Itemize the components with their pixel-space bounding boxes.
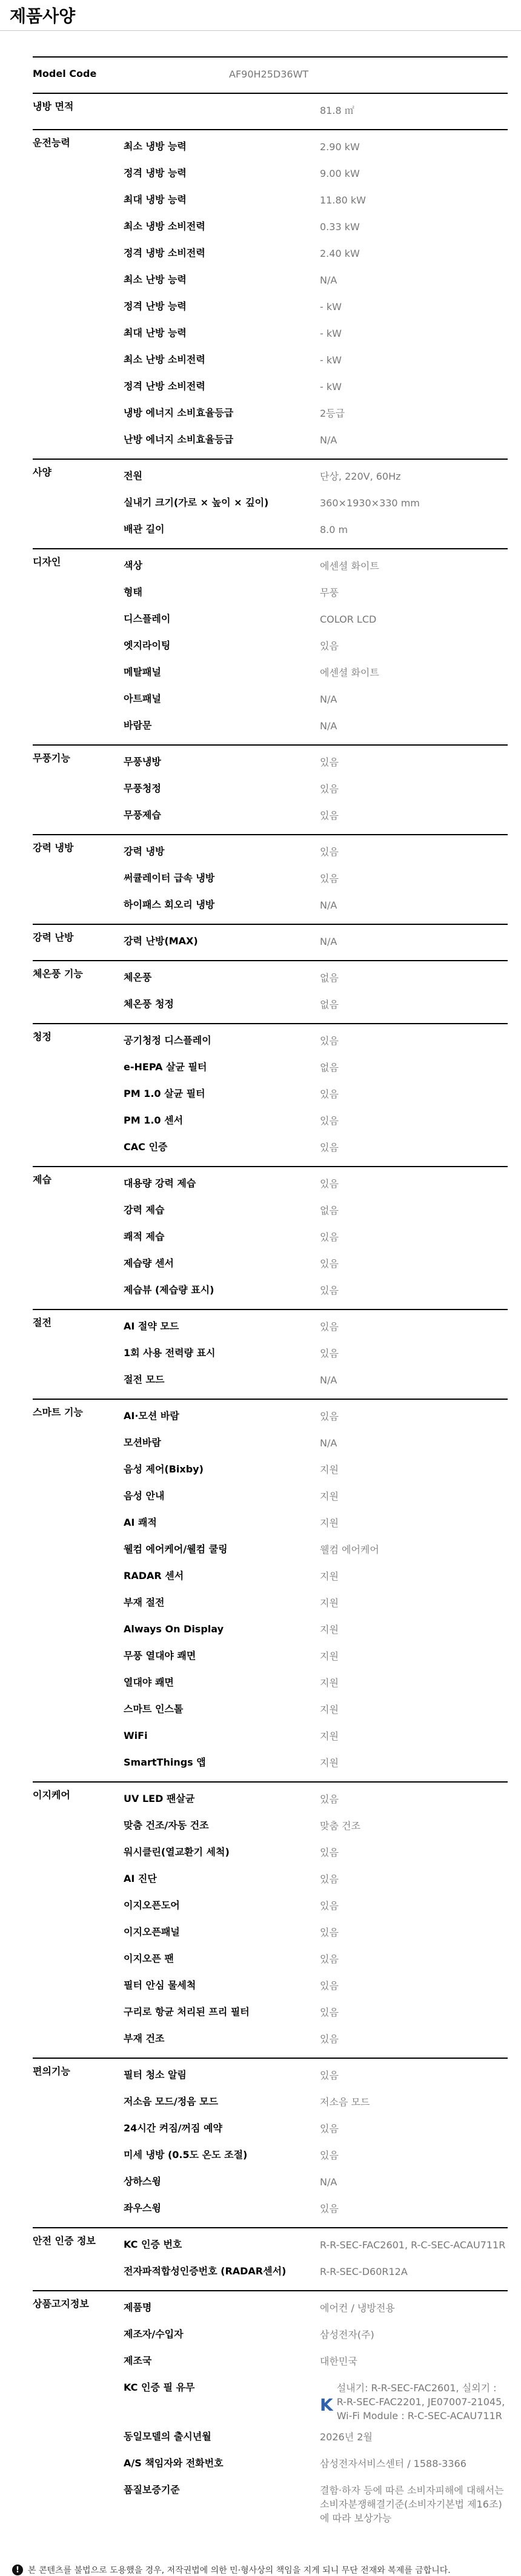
spec-label: 실내기 크기(가로 × 높이 × 깊이) (124, 497, 269, 508)
section-label: 청정 (33, 1031, 51, 1042)
spec-value: - kW (320, 301, 342, 313)
spec-row (33, 1695, 508, 1722)
spec-value: 있음 (320, 1321, 339, 1333)
spec-value: 단상, 220V, 60Hz (320, 471, 401, 482)
spec-value: 있음 (320, 757, 339, 768)
spec-value: 지원 (320, 1491, 339, 1502)
spec-row (33, 775, 508, 801)
spec-value: 지원 (320, 1597, 339, 1609)
spec-section (33, 2058, 508, 2227)
spec-row (33, 1785, 508, 1812)
spec-row (33, 489, 508, 515)
spec-value: N/A (320, 720, 337, 732)
spec-value: - kW (320, 381, 342, 392)
spec-value: 지원 (320, 1651, 339, 1662)
spec-row (33, 1250, 508, 1276)
spec-row (33, 1642, 508, 1669)
spec-label: 음성 안내 (124, 1490, 165, 1502)
spec-row (33, 1918, 508, 1945)
section-label: 이지케어 (33, 1789, 70, 1801)
spec-value: 지원 (320, 1624, 339, 1635)
section-label: 체온풍 기능 (33, 968, 83, 979)
spec-value: 있음 (320, 873, 339, 884)
spec-row (33, 605, 508, 632)
spec-value: 있음 (320, 1953, 339, 1965)
spec-value: 있음 (320, 1178, 339, 1190)
section-label: 냉방 면적 (33, 101, 74, 112)
spec-label: 배관 길이 (124, 523, 165, 535)
spec-label: 맞춤 건조/자동 건조 (124, 1819, 209, 1831)
spec-label: AI·모션 바람 (124, 1410, 179, 1422)
spec-label: 절전 모드 (124, 1374, 165, 1385)
spec-value: 지원 (320, 1677, 339, 1689)
spec-value: 있음 (320, 2150, 339, 2161)
spec-value: 11.80 kW (320, 194, 366, 206)
spec-label: 동일모델의 출시년월 (124, 2431, 211, 2442)
spec-label: 워시클린(열교환기 세척) (124, 1846, 230, 1858)
spec-value: 있음 (320, 1258, 339, 1270)
spec-label: 강력 난방(MAX) (124, 935, 198, 947)
spec-row (33, 1402, 508, 1429)
spec-label: 디스플레이 (124, 613, 171, 624)
spec-label: 미세 냉방 (0.5도 온도 조절) (124, 2149, 248, 2160)
spec-row (33, 632, 508, 658)
section-label: 절전 (33, 1317, 51, 1328)
spec-value: 있음 (320, 1873, 339, 1885)
spec-row (33, 2294, 508, 2320)
spec-value: 저소음 모드 (320, 2096, 370, 2108)
spec-row (33, 1509, 508, 1535)
spec-label: 최대 난방 능력 (124, 327, 187, 339)
spec-section (33, 1781, 508, 2058)
spec-label: 제조자/수입자 (124, 2328, 184, 2340)
spec-label: 무풍제습 (124, 809, 161, 821)
section-label: 강력 냉방 (33, 842, 74, 853)
spec-section (33, 2290, 508, 2531)
spec-row (33, 2061, 508, 2088)
spec-row (33, 1615, 508, 1642)
spec-row (33, 685, 508, 712)
spec-label: 정격 난방 소비전력 (124, 380, 205, 392)
spec-row (33, 96, 508, 123)
spec-row (33, 2320, 508, 2347)
kc-mark-icon: K (320, 2395, 333, 2415)
spec-row (33, 1998, 508, 2025)
spec-label: 이지오픈패널 (124, 1926, 180, 1938)
spec-value: 2등급 (320, 408, 345, 419)
spec-section (33, 459, 508, 548)
spec-label: 메탈패널 (124, 666, 161, 678)
spec-value: 있음 (320, 1411, 339, 1422)
spec-label: 좌우스윙 (124, 2202, 161, 2214)
spec-row (33, 1455, 508, 1482)
spec-value: 있음 (320, 1980, 339, 1992)
spec-section (33, 93, 508, 129)
spec-value: - kW (320, 328, 342, 339)
spec-value: 0.33 kW (320, 221, 360, 233)
spec-section (33, 960, 508, 1023)
spec-row (33, 2088, 508, 2114)
spec-row (33, 1080, 508, 1107)
spec-value: 81.8 ㎡ (320, 105, 354, 116)
spec-section (33, 1309, 508, 1399)
spec-row (33, 1313, 508, 1339)
section-label: 디자인 (33, 556, 61, 568)
spec-label: 정격 냉방 소비전력 (124, 247, 205, 259)
spec-value: 있음 (320, 1285, 339, 1296)
exclamation-circle-icon: ! (12, 2564, 23, 2575)
spec-row (33, 1562, 508, 1589)
spec-table (33, 56, 508, 2531)
spec-value: 지원 (320, 1757, 339, 1769)
spec-label: PM 1.0 센서 (124, 1114, 184, 1126)
spec-row (33, 1196, 508, 1223)
spec-label: 난방 에너지 소비효율등급 (124, 434, 234, 445)
spec-value-text: 설내기: R-R-SEC-FAC2601, 실외기 : R-R-SEC-FAC2201, JE07007-21045, Wi-Fi Module : R-C-SEC-ACAU711R (336, 2382, 505, 2422)
spec-value: 에어컨 / 냉방전용 (320, 2302, 395, 2314)
spec-value: 맞춤 건조 (320, 1820, 360, 1832)
spec-value: 360×1930×330 mm (320, 497, 420, 509)
spec-value: N/A (320, 1437, 337, 1449)
spec-section (33, 744, 508, 834)
spec-row (33, 2374, 508, 2423)
spec-row (33, 426, 508, 452)
footnote (12, 2564, 521, 2576)
spec-label: 제습량 센서 (124, 1257, 174, 1269)
spec-row (33, 964, 508, 990)
spec-row (33, 2231, 508, 2257)
spec-value: N/A (320, 694, 337, 705)
spec-label: 써큘레이터 급속 냉방 (124, 872, 215, 884)
spec-label: PM 1.0 살균 필터 (124, 1088, 205, 1099)
spec-label: 무풍냉방 (124, 756, 161, 767)
spec-value: COLOR LCD (320, 614, 377, 625)
spec-label: 구리로 항균 처리된 프리 필터 (124, 2006, 250, 2018)
spec-label: SmartThings 앱 (124, 1757, 206, 1768)
spec-label: 저소음 모드/정음 모드 (124, 2096, 219, 2107)
spec-label: 모션바람 (124, 1437, 161, 1448)
spec-value: 삼성전자(주) (320, 2329, 374, 2340)
spec-section (33, 2227, 508, 2290)
spec-label: 강력 냉방 (124, 846, 165, 857)
spec-label: 하이패스 회오리 냉방 (124, 899, 215, 910)
spec-label: 이지오픈 팬 (124, 1953, 174, 1964)
spec-label: 체온풍 청정 (124, 998, 174, 1010)
spec-label: 정격 난방 능력 (124, 300, 187, 312)
spec-value: 있음 (320, 2123, 339, 2134)
spec-value: - kW (320, 354, 342, 366)
spec-value: 있음 (320, 810, 339, 821)
spec-row (33, 2194, 508, 2221)
spec-value: 있음 (320, 2070, 339, 2081)
spec-label: e-HEPA 살균 필터 (124, 1061, 207, 1073)
footnote-text: 본 콘텐츠를 불법으로 도용했을 경우, 저작권법에 의한 민·형사상의 책임을 지게 되니 무단 전재와 복제를 금합니다. (28, 2566, 451, 2575)
section-label: 운전능력 (33, 137, 70, 148)
spec-row (33, 2476, 508, 2525)
spec-row (33, 1366, 508, 1392)
spec-section (33, 924, 508, 960)
spec-value: 있음 (320, 1115, 339, 1127)
spec-row (33, 2168, 508, 2194)
spec-row (33, 891, 508, 918)
spec-value: N/A (320, 2176, 337, 2188)
spec-label: 부재 절전 (124, 1597, 165, 1608)
spec-value: 8.0 m (320, 524, 348, 535)
spec-label: AI 쾌적 (124, 1517, 157, 1528)
spec-label: 아트패널 (124, 693, 161, 704)
spec-label: 24시간 켜짐/꺼짐 예약 (124, 2122, 222, 2134)
spec-row (33, 712, 508, 738)
spec-label: 최소 난방 소비전력 (124, 354, 205, 365)
spec-label: 쾌적 제습 (124, 1231, 165, 1242)
spec-label: 최대 냉방 능력 (124, 194, 187, 205)
spec-value: R-R-SEC-D60R12A (320, 2266, 408, 2277)
spec-row (33, 748, 508, 775)
spec-label: 필터 안심 물세척 (124, 1979, 196, 1991)
spec-row (33, 515, 508, 542)
section-label: 제습 (33, 1174, 51, 1185)
spec-row (33, 2114, 508, 2141)
spec-value: 2026년 2월 (320, 2431, 373, 2443)
spec-row (33, 1107, 508, 1133)
spec-label: 형태 (124, 586, 142, 598)
spec-value (320, 2381, 508, 2423)
spec-value: 있음 (320, 2033, 339, 2045)
spec-row (33, 1749, 508, 1775)
section-label: 스마트 기능 (33, 1406, 83, 1418)
spec-row (33, 1589, 508, 1615)
spec-label: AI 절약 모드 (124, 1320, 179, 1332)
spec-row (33, 1170, 508, 1196)
spec-row (33, 658, 508, 685)
spec-label: Always On Display (124, 1623, 224, 1635)
spec-value: 없음 (320, 999, 339, 1010)
spec-label: RADAR 센서 (124, 1570, 184, 1581)
spec-label: Model Code (33, 68, 97, 79)
spec-row (33, 186, 508, 213)
spec-value: N/A (320, 936, 337, 947)
spec-value: 지원 (320, 1730, 339, 1742)
spec-label: KC 인증 필 유무 (124, 2382, 195, 2393)
spec-row (33, 2025, 508, 2051)
spec-row (33, 1865, 508, 1892)
spec-row (33, 1838, 508, 1865)
section-label: 상품고지정보 (33, 2298, 89, 2309)
spec-row (33, 838, 508, 864)
spec-value: 대한민국 (320, 2356, 357, 2367)
spec-label: 전자파적합성인증번호 (RADAR센서) (124, 2265, 287, 2277)
spec-label: 열대야 쾌면 (124, 1677, 174, 1688)
spec-label: 음성 제어(Bixby) (124, 1463, 204, 1475)
spec-value: 지원 (320, 1517, 339, 1529)
spec-row (33, 372, 508, 399)
spec-label: 제조국 (124, 2355, 152, 2366)
spec-row (33, 2423, 508, 2449)
spec-label: 무풍청정 (124, 783, 161, 794)
spec-label: AI 진단 (124, 1873, 157, 1884)
section-label: 편의기능 (33, 2065, 70, 2077)
spec-label: 제습뷰 (제습량 표시) (124, 1284, 214, 1296)
spec-row (33, 293, 508, 319)
spec-value: 있음 (320, 2203, 339, 2214)
spec-value: 2.90 kW (320, 141, 360, 153)
spec-value: 삼성전자서비스센터 / 1588-3366 (320, 2458, 466, 2469)
spec-row (33, 239, 508, 266)
spec-row (33, 1812, 508, 1838)
section-label: 강력 난방 (33, 932, 74, 943)
spec-label: 색상 (124, 560, 142, 571)
spec-row (33, 1027, 508, 1053)
spec-row (33, 159, 508, 186)
section-label: 사양 (33, 466, 51, 478)
spec-label: 제품명 (124, 2302, 152, 2313)
spec-label: KC 인증 번호 (124, 2239, 182, 2250)
spec-label: 엣지라이팅 (124, 640, 171, 651)
spec-label: 전원 (124, 470, 142, 482)
spec-row (33, 578, 508, 605)
spec-value: 있음 (320, 1035, 339, 1047)
spec-row (33, 1722, 508, 1749)
spec-row (33, 399, 508, 426)
spec-value: 웰컴 에어케어 (320, 1544, 379, 1555)
spec-value: 없음 (320, 1205, 339, 1216)
spec-label: 부재 건조 (124, 2033, 165, 2044)
spec-row (33, 2257, 508, 2284)
spec-value: 있음 (320, 1847, 339, 1858)
spec-label: 스마트 인스톨 (124, 1703, 184, 1715)
spec-value: 9.00 kW (320, 168, 360, 179)
spec-value: 있음 (320, 1793, 339, 1805)
spec-row (33, 319, 508, 346)
spec-value: 결함·하자 등에 따른 소비자피해에 대해서는 소비자분쟁해결기준(소비자기본법 제16조)에 따라 보상가능 (320, 2485, 504, 2524)
spec-label: 공기청정 디스플레이 (124, 1035, 211, 1046)
spec-label: CAC 인증 (124, 1141, 168, 1153)
spec-value: 있음 (320, 1088, 339, 1100)
spec-row (33, 1429, 508, 1455)
spec-section (33, 129, 508, 459)
spec-value: 지원 (320, 1464, 339, 1475)
spec-value: 있음 (320, 1900, 339, 1912)
spec-row (33, 2141, 508, 2168)
spec-row (33, 990, 508, 1017)
spec-value: 있음 (320, 846, 339, 858)
spec-row (33, 133, 508, 159)
spec-label: 무풍 열대야 쾌면 (124, 1650, 196, 1661)
spec-row (33, 1053, 508, 1080)
spec-value: AF90H25D36WT (229, 68, 309, 80)
spec-label: 냉방 에너지 소비효율등급 (124, 407, 234, 419)
spec-value: 있음 (320, 1927, 339, 1938)
spec-label: 1회 사용 전력량 표시 (124, 1347, 216, 1359)
spec-label: UV LED 팬살균 (124, 1793, 195, 1804)
spec-row (33, 1945, 508, 1972)
spec-label: 대용량 강력 제습 (124, 1177, 196, 1189)
spec-value: 2.40 kW (320, 248, 360, 259)
spec-row (33, 1535, 508, 1562)
spec-value: 있음 (320, 640, 339, 652)
spec-label: 최소 냉방 소비전력 (124, 220, 205, 232)
spec-value: 있음 (320, 1348, 339, 1359)
spec-section (33, 1399, 508, 1781)
spec-label: 최소 난방 능력 (124, 274, 187, 285)
spec-row (33, 1482, 508, 1509)
spec-row (33, 1669, 508, 1695)
spec-value: 있음 (320, 1231, 339, 1243)
spec-row (33, 2449, 508, 2476)
spec-row (33, 1276, 508, 1303)
spec-label: A/S 책임자와 전화번호 (124, 2457, 224, 2469)
spec-label: 필터 청소 알림 (124, 2069, 187, 2081)
page-title: 제품사양 (0, 0, 521, 31)
spec-value: 에센셜 화이트 (320, 560, 379, 572)
spec-row (33, 2347, 508, 2374)
spec-label: 품질보증기준 (124, 2484, 180, 2495)
spec-row (33, 801, 508, 828)
spec-value: 있음 (320, 2007, 339, 2018)
spec-label: 웰컴 에어케어/웰컴 쿨링 (124, 1543, 228, 1555)
spec-value: N/A (320, 274, 337, 286)
spec-label: WiFi (124, 1730, 148, 1741)
spec-row (33, 927, 508, 954)
spec-row (33, 552, 508, 578)
section-label: 안전 인증 정보 (33, 2235, 96, 2247)
spec-section (33, 56, 508, 93)
spec-value: 있음 (320, 783, 339, 795)
spec-value: 없음 (320, 1062, 339, 1073)
spec-row (33, 1339, 508, 1366)
spec-row (33, 462, 508, 489)
spec-section (33, 834, 508, 924)
spec-row (33, 1133, 508, 1160)
spec-value: 지원 (320, 1704, 339, 1715)
spec-value: N/A (320, 434, 337, 446)
spec-value: 에센셜 화이트 (320, 667, 379, 678)
spec-value: 지원 (320, 1571, 339, 1582)
spec-label: 상하스윙 (124, 2176, 161, 2187)
spec-value: R-R-SEC-FAC2601, R-C-SEC-ACAU711R (320, 2239, 506, 2251)
spec-label: 정격 냉방 능력 (124, 167, 187, 179)
spec-section (33, 548, 508, 744)
spec-row (33, 60, 508, 87)
spec-label: 강력 제습 (124, 1204, 165, 1216)
spec-row (33, 864, 508, 891)
spec-row (33, 346, 508, 372)
spec-value: 있음 (320, 1142, 339, 1153)
spec-section (33, 1023, 508, 1166)
spec-value: N/A (320, 1374, 337, 1386)
spec-label: 바람문 (124, 720, 152, 731)
spec-label: 최소 냉방 능력 (124, 141, 187, 152)
spec-value: 무풍 (320, 587, 339, 598)
spec-label: 이지오픈도어 (124, 1899, 180, 1911)
section-label: 무풍기능 (33, 752, 70, 764)
spec-section (33, 1166, 508, 1309)
spec-row (33, 1972, 508, 1998)
spec-value: 없음 (320, 972, 339, 984)
spec-row (33, 1223, 508, 1250)
spec-row (33, 266, 508, 293)
spec-row (33, 1892, 508, 1918)
spec-row (33, 213, 508, 239)
spec-label: 체온풍 (124, 972, 152, 983)
spec-value: N/A (320, 899, 337, 911)
